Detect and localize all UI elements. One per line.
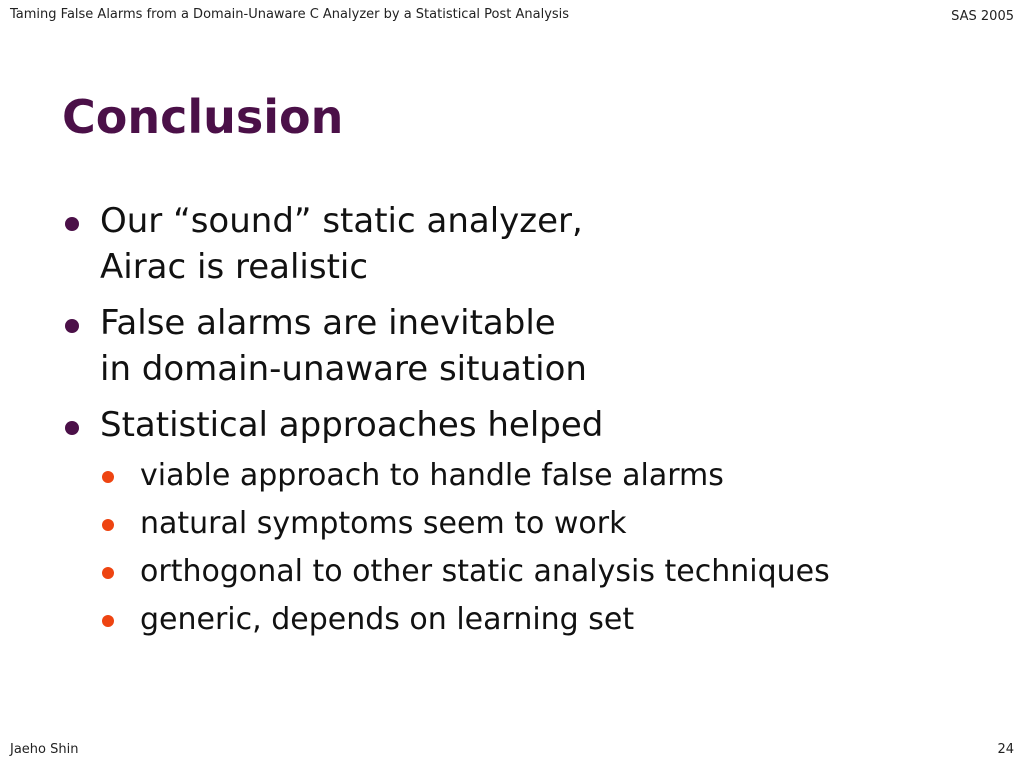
header-title: Taming False Alarms from a Domain-Unaware C Analyzer by a Statistical Post Analysis [10,7,570,22]
sub-bullet-dot-icon [102,519,114,531]
bullet-text-line: Airac is realistic [100,247,369,287]
sub-bullet-item [100,452,962,500]
sub-bullet-dot-icon [102,615,114,627]
sub-bullet-dot-icon [102,567,114,579]
header-venue: SAS 2005 [951,9,1014,24]
bullet-text-line: in domain-unaware situation [100,349,587,389]
bullet-item [62,300,962,392]
footer-author: Jaeho Shin [10,742,79,757]
sub-bullet-item [100,596,962,644]
bullet-dot-icon [65,421,79,435]
sub-bullet-item [100,548,962,596]
sub-bullet-dot-icon [102,471,114,483]
bullet-dot-icon [65,319,79,333]
bullet-list [62,198,962,654]
sub-bullet-list [100,452,962,644]
page-number: 24 [997,742,1014,757]
bullet-text-line: False alarms are inevitable [100,303,556,343]
bullet-text-line: Statistical approaches helped [100,405,604,445]
sub-bullet-text: generic, depends on learning set [140,602,635,637]
bullet-dot-icon [65,217,79,231]
sub-bullet-item [100,500,962,548]
bullet-item [62,198,962,290]
sub-bullet-text: viable approach to handle false alarms [140,458,724,493]
sub-bullet-text: orthogonal to other static analysis techniques [140,554,830,589]
bullet-item [62,402,962,644]
sub-bullet-text: natural symptoms seem to work [140,506,627,541]
slide-title: Conclusion [62,90,344,144]
bullet-text-line: Our “sound” static analyzer, [100,201,583,241]
